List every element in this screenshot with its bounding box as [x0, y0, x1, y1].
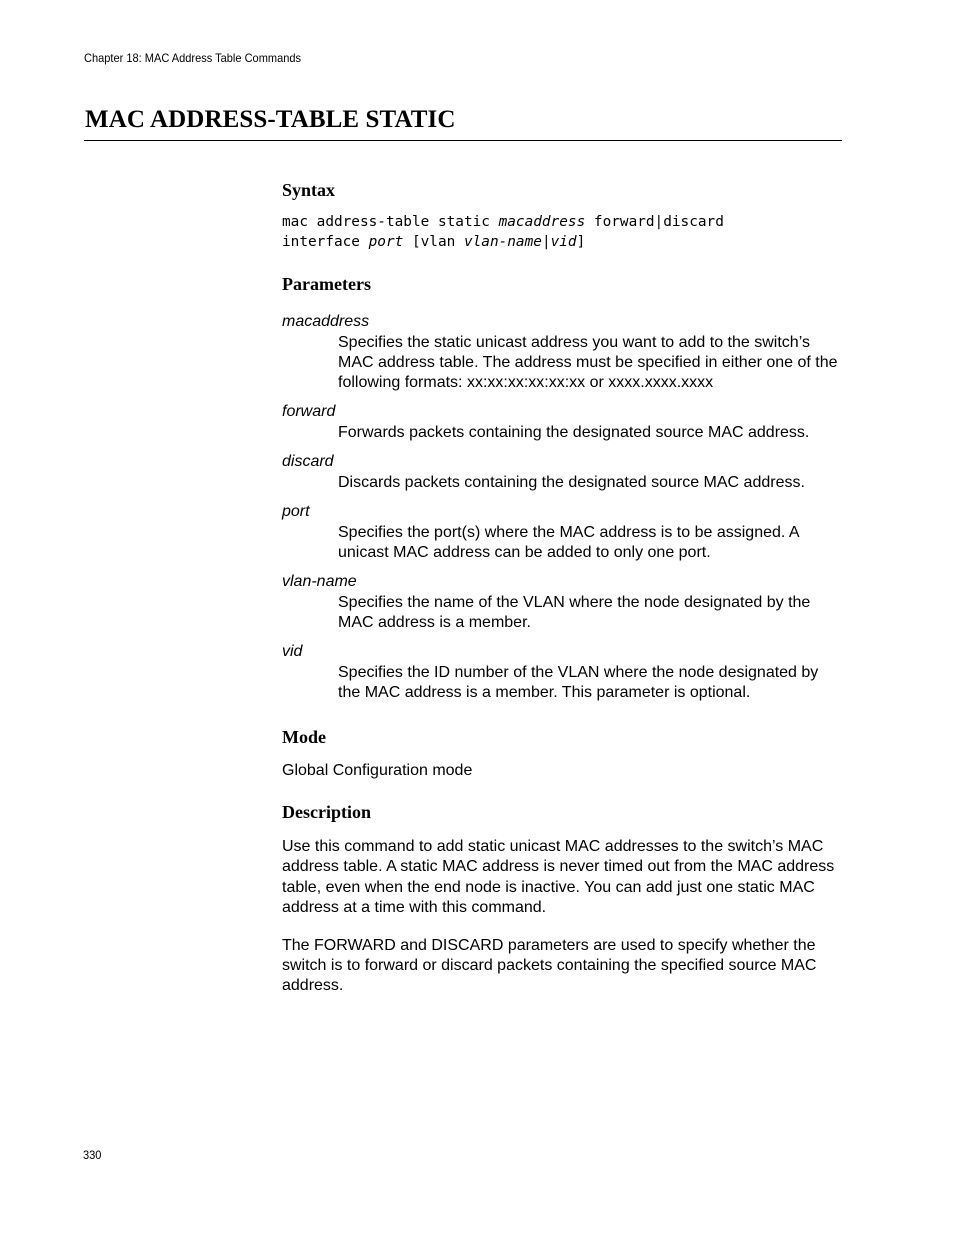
- parameter-name: discard: [282, 453, 334, 470]
- description-paragraph: Use this command to add static unicast MAC addresses to the switch’s MAC address table. A static MAC address is never timed out from the MAC address table, even when the end node is inactive. You can add just one static MAC address at a time with this command.: [282, 838, 835, 916]
- parameter-item: [282, 453, 844, 493]
- parameter-list: [282, 313, 844, 703]
- title-rule: [84, 140, 842, 141]
- parameter-name: port: [282, 503, 310, 520]
- parameter-item: [282, 643, 844, 703]
- syntax-line2-mid: [vlan: [403, 233, 464, 250]
- description-heading: Description: [282, 802, 371, 823]
- syntax-arg-vid: vid: [550, 233, 577, 250]
- parameter-item: [282, 313, 844, 393]
- syntax-arg-vlan-name: vlan-name: [463, 233, 542, 250]
- parameter-description: Specifies the port(s) where the MAC address is to be assigned. A unicast MAC address can be added to only one port.: [338, 524, 799, 561]
- syntax-line1-rest: forward|discard: [585, 214, 724, 230]
- syntax-heading: Syntax: [282, 180, 336, 200]
- parameter-name: macaddress: [282, 313, 370, 330]
- parameter-item: [282, 573, 844, 633]
- syntax-line2-end: ]: [576, 233, 586, 250]
- parameter-description: Specifies the static unicast address you want to add to the switch’s MAC address table. The address must be specified in either one of the following formats: xx:xx:xx:xx:xx:xx or xxxx.xxxx.xxxx: [338, 334, 838, 391]
- page-number: 330: [83, 1148, 102, 1162]
- syntax-arg-port: port: [368, 233, 404, 250]
- parameter-description: Specifies the name of the VLAN where the node designated by the MAC address is a member.: [338, 594, 811, 631]
- syntax-block: [282, 213, 844, 252]
- running-header: Chapter 18: MAC Address Table Commands: [84, 51, 302, 65]
- mode-heading: Mode: [282, 727, 326, 747]
- syntax-arg-macaddress: macaddress: [498, 214, 586, 230]
- description-paragraph: The FORWARD and DISCARD parameters are used to specify whether the switch is to forward or discard packets containing the specified source MAC address.: [282, 937, 817, 995]
- parameter-description: Specifies the ID number of the VLAN where the node designated by the MAC address is a member. This parameter is optional.: [338, 664, 819, 701]
- syntax-line1-command: mac address-table static: [282, 214, 499, 230]
- parameter-item: [282, 503, 844, 563]
- parameter-item: [282, 403, 844, 443]
- parameters-heading: Parameters: [282, 274, 371, 294]
- syntax-line2-command: interface: [282, 233, 369, 250]
- main-content: [282, 178, 844, 997]
- parameter-name: vlan-name: [282, 573, 357, 590]
- page-title: MAC ADDRESS-TABLE STATIC: [85, 106, 456, 133]
- syntax-separator: |: [541, 233, 551, 250]
- parameter-description: Forwards packets containing the designated source MAC address.: [338, 424, 810, 441]
- parameter-name: forward: [282, 403, 336, 420]
- parameter-description: Discards packets containing the designated source MAC address.: [338, 474, 805, 491]
- parameter-name: vid: [282, 643, 303, 660]
- mode-text: Global Configuration mode: [282, 762, 473, 779]
